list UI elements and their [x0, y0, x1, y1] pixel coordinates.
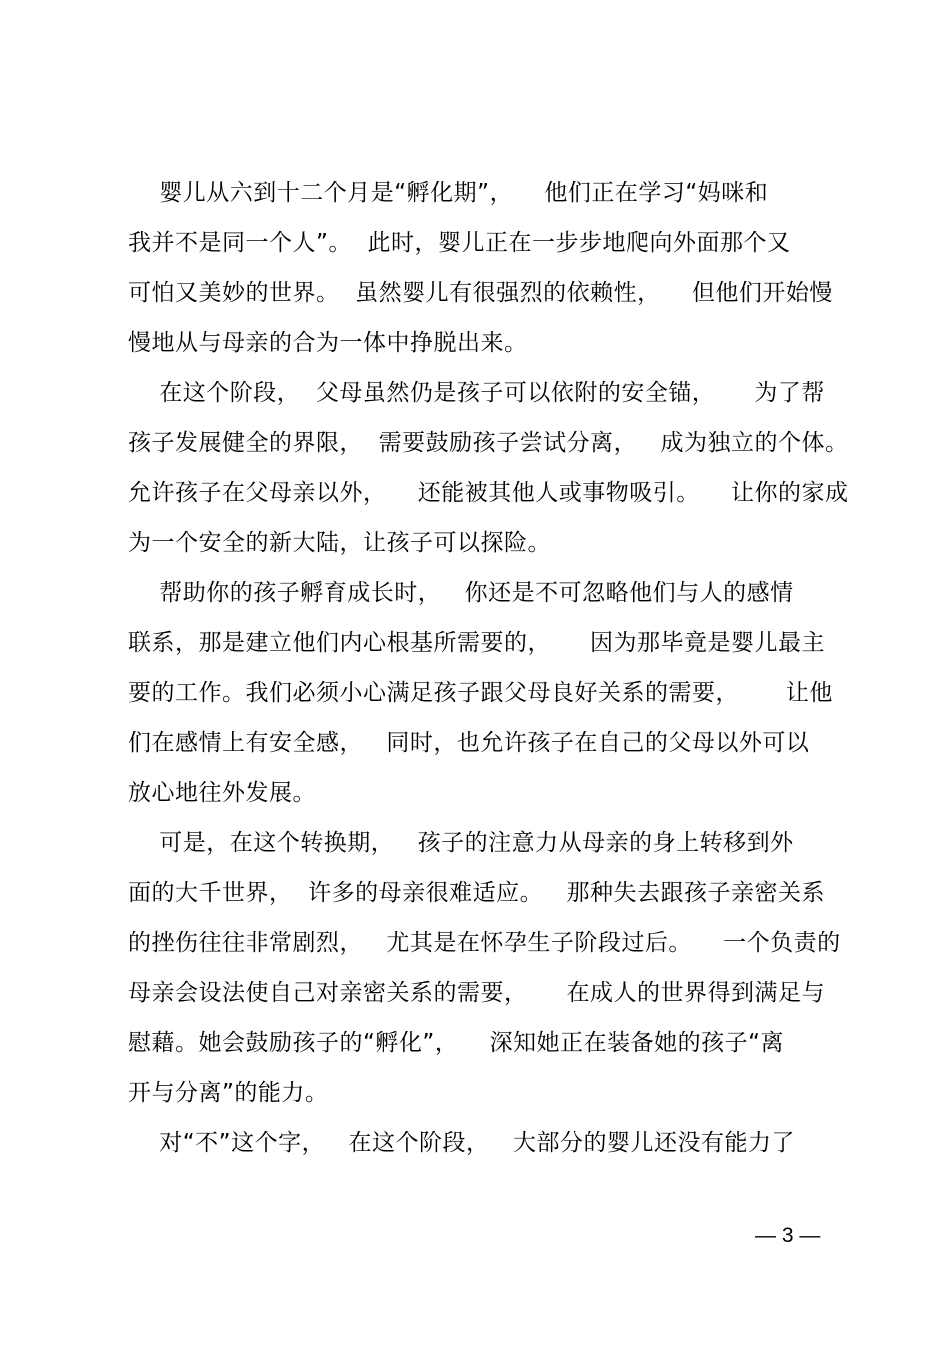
text-line: 可怕又美妙的世界。 虽然婴儿有很强烈的依赖性， 但他们开始慢 — [128, 280, 833, 306]
text-line: 要的工作。我们必须小心满足孩子跟父母良好关系的需要， 让他 — [128, 680, 833, 706]
text-line: 联系，那是建立他们内心根基所需要的， 因为那毕竟是婴儿最主 — [128, 630, 826, 656]
text-line: 为一个安全的新大陆，让孩子可以探险。 — [128, 530, 551, 556]
text-line: 的挫伤往往非常剧烈， 尤其是在怀孕生子阶段过后。 一个负责的 — [128, 930, 841, 956]
text-line: 慢地从与母亲的合为一体中挣脱出来。 — [128, 330, 528, 356]
text-line: 们在感情上有安全感， 同时，也允许孩子在自己的父母以外可以 — [128, 730, 810, 756]
text-line: 可是，在这个转换期， 孩子的注意力从母亲的身上转移到外 — [128, 830, 794, 856]
text-line: 允许孩子在父母亲以外， 还能被其他人或事物吸引。 让你的家成 — [128, 480, 849, 506]
text-line: 婴儿从六到十二个月是“孵化期”， 他们正在学习“妈咪和 — [128, 180, 769, 206]
text-line: 对“不”这个字， 在这个阶段， 大部分的婴儿还没有能力了 — [128, 1130, 795, 1156]
text-line: 帮助你的孩子孵育成长时， 你还是不可忽略他们与人的感情 — [128, 580, 794, 606]
text-line: 慰藉。她会鼓励孩子的“孵化”， 深知她正在装备她的孩子“离 — [128, 1030, 784, 1056]
text-line: 在这个阶段， 父母虽然仍是孩子可以依附的安全锚， 为了帮 — [128, 380, 825, 406]
text-line: 孩子发展健全的界限， 需要鼓励孩子尝试分离， 成为独立的个体。 — [128, 430, 849, 456]
text-line: 放心地往外发展。 — [128, 780, 316, 806]
text-line: 面的大千世界， 许多的母亲很难适应。 那种失去跟孩子亲密关系 — [128, 880, 826, 906]
page-number: — 3 — — [755, 1224, 821, 1247]
text-line: 我并不是同一个人”。 此时，婴儿正在一步步地爬向外面那个又 — [128, 230, 791, 256]
text-line: 母亲会设法使自己对亲密关系的需要， 在成人的世界得到满足与 — [128, 980, 826, 1006]
text-line: 开与分离”的能力。 — [128, 1080, 329, 1106]
